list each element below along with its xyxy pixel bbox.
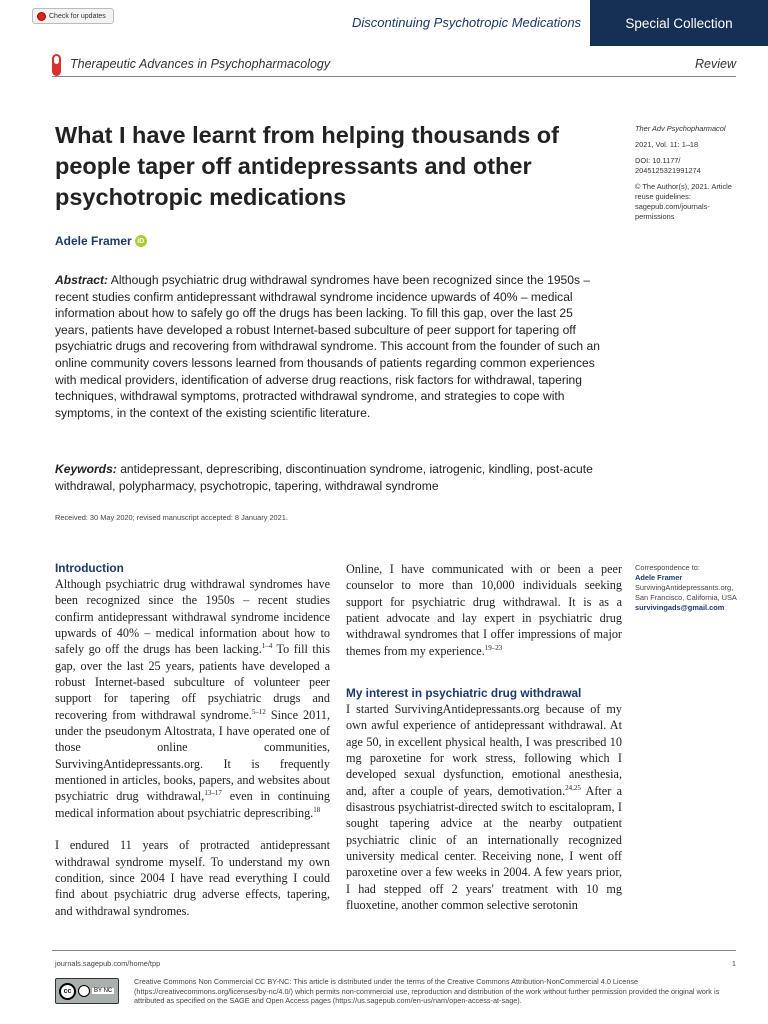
journal-name: Therapeutic Advances in Psychopharmacology <box>70 57 331 71</box>
abstract <box>55 272 602 421</box>
header-divider <box>52 76 736 77</box>
keywords-text: antidepressant, deprescribing, discontinuation syndrome, iatrogenic, kindling, post-acute withdrawal, polypharmacy, psychotropic, tapering, withdrawal syndrome <box>55 462 593 493</box>
page-number: 1 <box>731 959 736 968</box>
paragraph: I endured 11 years of protracted antidepressant withdrawal syndrome myself. To understand my own condition, since 2004 I have read everything I could find about psychiatric drug adverse effects, tapering, and withdrawal syndromes. <box>55 838 330 918</box>
right-column-continued <box>346 701 622 913</box>
collection-name: Discontinuing Psychotropic Medications <box>352 15 582 30</box>
by-icon <box>78 985 90 997</box>
by-nc-badge: BY NC <box>94 988 113 994</box>
cc-icon: cc <box>59 983 76 1000</box>
correspondence-email[interactable]: survivingads@gmail.com <box>635 603 725 612</box>
correspondence-name: Adele Framer <box>635 573 683 582</box>
article-title: What I have learnt from helping thousands of people taper off antidepressants and other psychotropic medications <box>55 122 559 210</box>
paragraph: I started SurvivingAntidepressants.org because of my own awful experience of antidepressant withdrawal. At age 50, in excellent physical health, I was prescribed 10 mg paroxetine for work stress, following which I developed sexual dysfunction, emotional anesthesia, and, after a couple of years, demotivation.$^{24,25}$ After a disastrous psychiatrist-directed switch to escitalopram, I sought tapering advice at the nearby outpatient psychiatric clinic of an internationally recognized university medical center. Receiving none, I went off paroxetine over a few weeks in 2004. A few years prior, I had stepped off 2 years' treatment with 10 mg fluoxetine, another common selective serotonin <box>346 702 623 913</box>
orcid-icon[interactable]: iD <box>135 235 147 247</box>
abstract-label: Abstract: <box>55 273 109 287</box>
journal-url[interactable]: journals.sagepub.com/home/tpp <box>55 959 161 968</box>
doi[interactable]: DOI: 10.1177/ 2045125321991274 <box>635 156 701 175</box>
check-updates-icon <box>37 12 46 21</box>
check-updates-label: Check for updates <box>49 12 106 20</box>
left-column <box>55 576 330 919</box>
correspondence-address: SurvivingAntidepressants.org, San Francisco, California, USA <box>635 583 737 602</box>
abstract-text: Although psychiatric drug withdrawal syndromes have been recognized since the 1950s – recent studies confirm antidepressant withdrawal syndrome incidence upwards of 40% – medical information about how to safely go off the drugs has been lacking. To fill this gap, over the last 25 years, patients have developed a robust Internet-based subculture of peer support for tapering off psychiatric drugs and recovering from withdrawal syndrome. This account from the founder of such an online community covers lessons learned from thousands of patients regarding common experiences with medical providers, identification of adverse drug reactions, risk factors for withdrawal, tapering techniques, withdrawal symptoms, protracted withdrawal syndrome, and strategies to cope with symptoms, in the context of the existing scientific literature. <box>55 273 600 420</box>
footer-divider <box>52 950 736 951</box>
author-name[interactable]: Adele Framer <box>55 234 132 248</box>
correspondence-label: Correspondence to: <box>635 563 700 572</box>
interest-heading: My interest in psychiatric drug withdrawal <box>346 686 582 700</box>
author-line <box>55 234 147 248</box>
journal-abbreviation: Ther Adv Psychopharmacol <box>635 124 726 133</box>
copyright: © The Author(s), 2021. Article reuse guidelines: sagepub.com/journals-permissions <box>635 182 732 221</box>
special-collection-badge: Special Collection <box>590 0 768 46</box>
keywords-label: Keywords: <box>55 462 117 476</box>
article-meta <box>635 124 745 228</box>
correspondence <box>635 563 745 613</box>
check-for-updates-button[interactable] <box>32 8 114 24</box>
received-dates: Received: 30 May 2020; revised manuscript accepted: 8 January 2021. <box>55 513 288 522</box>
right-column <box>346 561 622 659</box>
intro-heading: Introduction <box>55 561 124 575</box>
paragraph: Online, I have communicated with or been a peer counselor to more than 10,000 individuals seeking support for psychiatric drug withdrawal. It is as a patient advocate and lay expert in psychiatric drug withdrawal syndromes that I offer impressions of major themes from my experience.$^{19-23}$ <box>346 562 622 658</box>
article-type: Review <box>695 57 736 71</box>
cc-license-icon[interactable] <box>55 978 119 1004</box>
volume-info: 2021, Vol. 11: 1–18 <box>635 140 699 149</box>
license-text: Creative Commons Non Commercial CC BY-NC: This article is distributed under the terms of the Creative Commons Attribution-NonCommercial 4.0 License (https://creativecommons.org/licenses/by-nc/4.0/) which permits non-commercial use, reproduction and distribution of the work without further permission provided the original work is attributed as specified on the SAGE and Open Access pages (https://us.sagepub.com/en-us/nam/open-access-at-sage). <box>134 977 720 1006</box>
keywords <box>55 461 602 494</box>
journal-logo-icon <box>52 54 61 76</box>
paragraph: Although psychiatric drug withdrawal syndromes have been recognized since the 1950s – recent studies confirm antidepressant withdrawal syndrome incidence upwards of 40% – medical information about how to safely go off the drugs has been lacking.$^{1-4}$ To fill this gap, over the last 25 years, patients have developed a robust Internet-based subculture of volunteer peer support for tapering off psychiatric drugs and recovering from withdrawal syndrome.$^{5-12}$ Since 2011, under the pseudonym Altostrata, I have operated one of those online communities, SurvivingAntidepressants.org. It is frequently mentioned in articles, books, papers, and websites about psychiatric drug withdrawal,$^{13-17}$ even in continuing medical information about psychiatric deprescribing.$^{18}$ <box>55 577 331 820</box>
